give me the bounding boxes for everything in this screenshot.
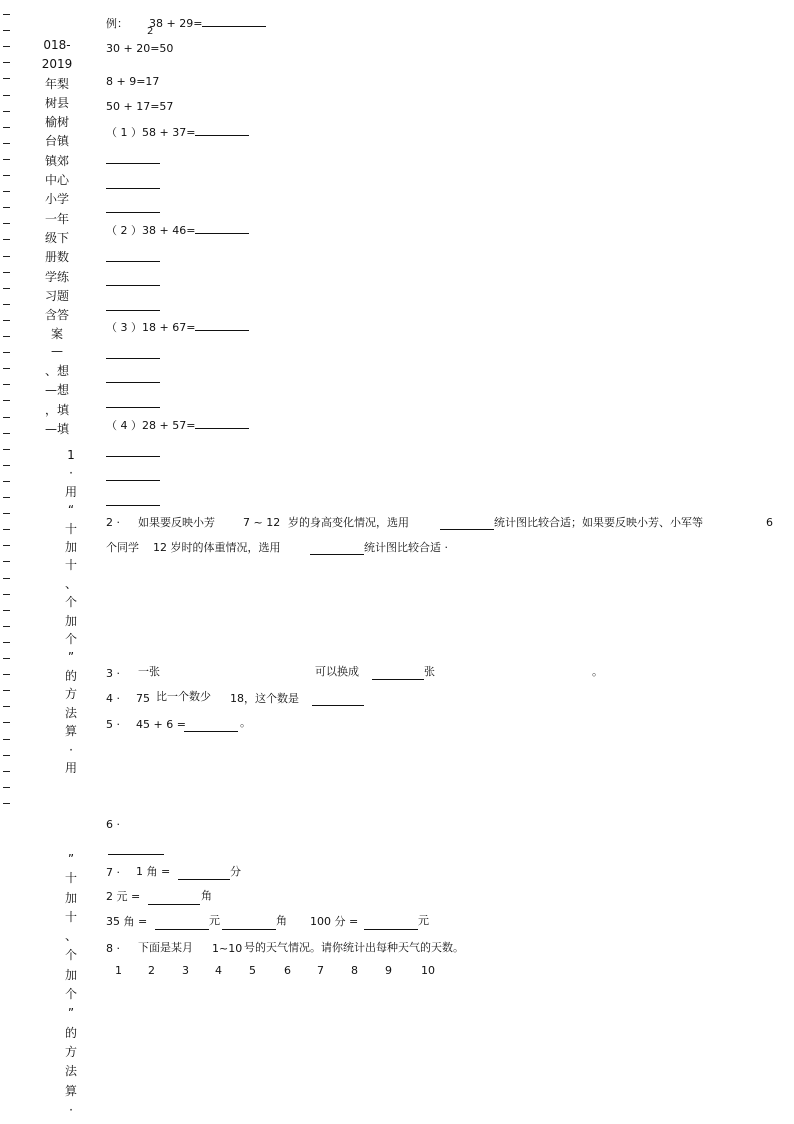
problem-4-work-line[interactable] (106, 456, 160, 457)
q2-blank-2[interactable] (310, 554, 364, 555)
q7-c-unit-1: 元 (209, 914, 220, 927)
margin-dash (3, 62, 10, 63)
q8-text-3: 号的天气情况。请你统计出每种天气的天数。 (244, 941, 464, 954)
sidebar-char: 法 (64, 1064, 77, 1079)
example-blank[interactable] (202, 16, 266, 27)
q2-blank-1[interactable] (440, 529, 494, 530)
margin-dash (3, 111, 10, 112)
q3-text-2: 可以换成 (315, 665, 359, 678)
sidebar-char: 的 (64, 668, 77, 683)
margin-dash (3, 175, 10, 176)
sidebar-char: 册数 (44, 250, 69, 265)
q6-blank[interactable] (108, 854, 164, 855)
q7-c-blank-1[interactable] (155, 929, 209, 930)
q7-a-unit: 分 (230, 865, 241, 878)
q8-day-number: 4 (215, 964, 222, 977)
sidebar-char: 中心 (44, 173, 69, 188)
margin-dash (3, 400, 10, 401)
example-label: 例： (106, 17, 128, 30)
problem-3-work-line[interactable] (106, 358, 160, 359)
sidebar-char: 十 (64, 521, 77, 536)
sidebar-char: 一年 (44, 211, 69, 226)
sidebar-char: ，填 (44, 402, 69, 417)
sidebar-char: · (69, 742, 73, 757)
q7-a-blank[interactable] (178, 879, 230, 880)
margin-dash (3, 578, 10, 579)
q7-c-unit-2: 角 (276, 914, 287, 927)
sidebar-char: 加 (64, 540, 77, 555)
margin-dash (3, 14, 10, 15)
problem-2-work-line[interactable] (106, 285, 160, 286)
margin-dash (3, 417, 10, 418)
problem-1-label: （ 1 ）58 + 37= (106, 126, 196, 139)
q8-day-number: 5 (249, 964, 256, 977)
example-step-1: 30 + 20=50 (106, 42, 174, 55)
margin-dash (3, 626, 10, 627)
q3-text-3: 张 (424, 665, 435, 678)
margin-dash (3, 127, 10, 128)
q5-text-1: 45 + 6 = (136, 718, 186, 731)
margin-dash (3, 545, 10, 546)
q8-day-number: 2 (148, 964, 155, 977)
sidebar-char: 算 (64, 724, 77, 739)
q2-text-7: 12 岁时的体重情况，选用 (153, 541, 281, 554)
q4-text-1: 75 (136, 692, 150, 705)
example-step-2: 8 + 9=17 (106, 75, 160, 88)
q7-d-blank[interactable] (364, 929, 418, 930)
sidebar-method-column-1 (54, 446, 88, 777)
sidebar-char: ” (67, 1006, 75, 1021)
problem-3-work-line[interactable] (106, 407, 160, 408)
sidebar-char: “ (67, 503, 75, 518)
q7-b-unit: 角 (201, 889, 212, 902)
problem-2-label: （ 2 ）38 + 46= (106, 224, 196, 237)
q8-num: 8 · (106, 942, 120, 955)
problem-1-work-line[interactable] (106, 212, 160, 213)
margin-dash (3, 513, 10, 514)
q8-day-number: 9 (385, 964, 392, 977)
q7-c-label: 35 角 = (106, 915, 148, 928)
sidebar-char: —填 (44, 422, 69, 436)
sidebar-char: 加 (64, 890, 77, 905)
q8-day-number: 10 (421, 964, 435, 977)
q2-text-8: 统计图比较合适 · (364, 541, 448, 554)
margin-dash (3, 159, 10, 160)
margin-dash (3, 642, 10, 643)
margin-dash (3, 368, 10, 369)
q3-text-1: 一张 (138, 665, 160, 678)
sidebar-char: 018- (43, 38, 71, 52)
q2-text-4: 统计图比较合适；如果要反映小芳、小军等 (494, 516, 703, 529)
problem-3 (106, 320, 249, 335)
problem-3-answer-blank[interactable] (195, 320, 249, 331)
sidebar-char: 学练 (44, 269, 69, 284)
margin-dash (3, 690, 10, 691)
margin-dash (3, 78, 10, 79)
problem-3-label: （ 3 ）18 + 67= (106, 321, 196, 334)
sidebar-char: 、 (64, 576, 77, 591)
sidebar-char: 案 (50, 327, 63, 342)
sidebar-char: 镇郊 (44, 153, 69, 168)
problem-3-work-line[interactable] (106, 382, 160, 383)
margin-dash (3, 30, 10, 31)
q2-text-2: 7 ~ 12 (243, 516, 281, 529)
margin-dash (3, 239, 10, 240)
problem-2-work-line[interactable] (106, 310, 160, 311)
q8-day-number: 1 (115, 964, 122, 977)
margin-dash (3, 449, 10, 450)
problem-4-work-line[interactable] (106, 505, 160, 506)
sidebar-char: ” (67, 650, 75, 665)
problem-1-work-line[interactable] (106, 188, 160, 189)
sidebar-char: 用 (64, 760, 77, 775)
q5-num: 5 · (106, 718, 120, 731)
margin-dash (3, 465, 10, 466)
sidebar-char: 加 (64, 967, 77, 982)
q6-num: 6 · (106, 818, 120, 831)
q3-blank[interactable] (372, 679, 424, 680)
problem-4 (106, 418, 249, 433)
margin-dash (3, 143, 10, 144)
q2-text-5: 6 (766, 516, 773, 529)
q4-blank[interactable] (312, 705, 364, 706)
problem-2 (106, 223, 249, 238)
margin-dash (3, 771, 10, 772)
margin-dash (3, 722, 10, 723)
sidebar-char: 的 (64, 1025, 77, 1040)
sidebar-char: 个 (64, 632, 77, 647)
margin-dash (3, 561, 10, 562)
sidebar-char: 个 (64, 948, 77, 963)
sidebar-char: 小学 (44, 192, 69, 207)
q5-text-2: 。 (240, 716, 251, 729)
problem-1-answer-blank[interactable] (195, 125, 249, 136)
q8-text-1: 下面是某月 (138, 941, 193, 954)
sidebar-char: 十 (64, 909, 77, 924)
margin-dash (3, 336, 10, 337)
sidebar-char: 方 (64, 687, 77, 702)
q5-blank[interactable] (184, 731, 238, 732)
margin-dash (3, 529, 10, 530)
sidebar-char: 、 (64, 929, 77, 944)
sidebar-char: 十 (64, 871, 77, 886)
sidebar-char: 级下 (44, 230, 69, 245)
margin-dash (3, 658, 10, 659)
margin-dash (3, 352, 10, 353)
sidebar-char: 加 (64, 613, 77, 628)
sidebar-char: 算 (64, 1083, 77, 1098)
margin-dash (3, 755, 10, 756)
margin-dash (3, 481, 10, 482)
q8-day-number: 7 (317, 964, 324, 977)
q2-text-6: 个同学 (106, 541, 139, 554)
margin-dash (3, 256, 10, 257)
sidebar-char: 十 (64, 558, 77, 573)
margin-dash (3, 95, 10, 96)
sidebar-char: — (51, 344, 63, 358)
sidebar-method-column-2 (54, 850, 88, 1120)
sidebar-title (40, 36, 74, 345)
example-step-3: 50 + 17=57 (106, 100, 174, 113)
problem-4-answer-blank[interactable] (195, 418, 249, 429)
sidebar-char: 1 (67, 448, 75, 462)
sidebar-section-heading (40, 342, 74, 440)
margin-dash (3, 787, 10, 788)
q2-text-3: 岁的身高变化情况，选用 (288, 516, 409, 529)
margin-dash (3, 594, 10, 595)
margin-dash (3, 739, 10, 740)
sidebar-char: 2019 (41, 57, 73, 72)
sidebar-char: 、想 (44, 363, 69, 378)
margin-dash (3, 191, 10, 192)
sidebar-char: —想 (44, 383, 69, 397)
sidebar-char: · (69, 466, 73, 481)
q4-num: 4 · (106, 692, 120, 705)
sidebar-char: 法 (64, 705, 77, 720)
margin-dash (3, 207, 10, 208)
problem-2-work-line[interactable] (106, 261, 160, 262)
q2-num: 2 · (106, 516, 120, 529)
q7-b-label: 2 元 = (106, 890, 141, 903)
margin-dash (3, 674, 10, 675)
example-line (106, 16, 266, 31)
sidebar-char: 方 (64, 1044, 77, 1059)
problem-1-work-line[interactable] (106, 163, 160, 164)
q7-a-label: 1 角 = (136, 865, 171, 878)
margin-dash (3, 803, 10, 804)
margin-dash (3, 320, 10, 321)
q7-d-label: 100 分 = (310, 915, 359, 928)
margin-dash (3, 304, 10, 305)
q4-text-2: 比一个数少 (156, 690, 211, 703)
q7-d-unit: 元 (418, 914, 429, 927)
sidebar-char: ” (67, 852, 75, 866)
problem-1 (106, 125, 249, 140)
sidebar-char: · (69, 1102, 73, 1117)
problem-4-work-line[interactable] (106, 480, 160, 481)
q7-b-blank[interactable] (148, 904, 200, 905)
example-marker: 2 (147, 26, 154, 37)
margin-dash (3, 46, 10, 47)
sidebar-char: 树县 (44, 95, 69, 110)
margin-dash (3, 223, 10, 224)
margin-dash (3, 497, 10, 498)
sidebar-char: 习题 (44, 288, 69, 303)
q8-day-number: 3 (182, 964, 189, 977)
q7-num: 7 · (106, 866, 120, 879)
q8-text-2: 1~10 (212, 942, 243, 955)
problem-4-label: （ 4 ）28 + 57= (106, 419, 196, 432)
q8-day-number: 6 (284, 964, 291, 977)
q2-text-1: 如果要反映小芳 (138, 516, 215, 529)
example-expression: 38 + 29= (149, 17, 203, 30)
margin-dash (3, 706, 10, 707)
sidebar-char: 个 (64, 595, 77, 610)
sidebar-char: 台镇 (44, 134, 69, 149)
q7-c-blank-2[interactable] (222, 929, 276, 930)
sidebar-char: 榆树 (44, 115, 69, 130)
sidebar-char: 个 (64, 987, 77, 1002)
margin-dash (3, 433, 10, 434)
sidebar-char: 用 (64, 484, 77, 499)
q3-num: 3 · (106, 667, 120, 680)
q3-text-4: 。 (592, 665, 603, 678)
margin-dash (3, 272, 10, 273)
problem-2-answer-blank[interactable] (195, 223, 249, 234)
margin-dash (3, 384, 10, 385)
margin-dash (3, 288, 10, 289)
sidebar-char: 年梨 (44, 76, 69, 91)
q8-day-number: 8 (351, 964, 358, 977)
margin-dash (3, 610, 10, 611)
sidebar-char: 含答 (44, 308, 69, 323)
q4-text-3: 18，这个数是 (230, 692, 299, 705)
